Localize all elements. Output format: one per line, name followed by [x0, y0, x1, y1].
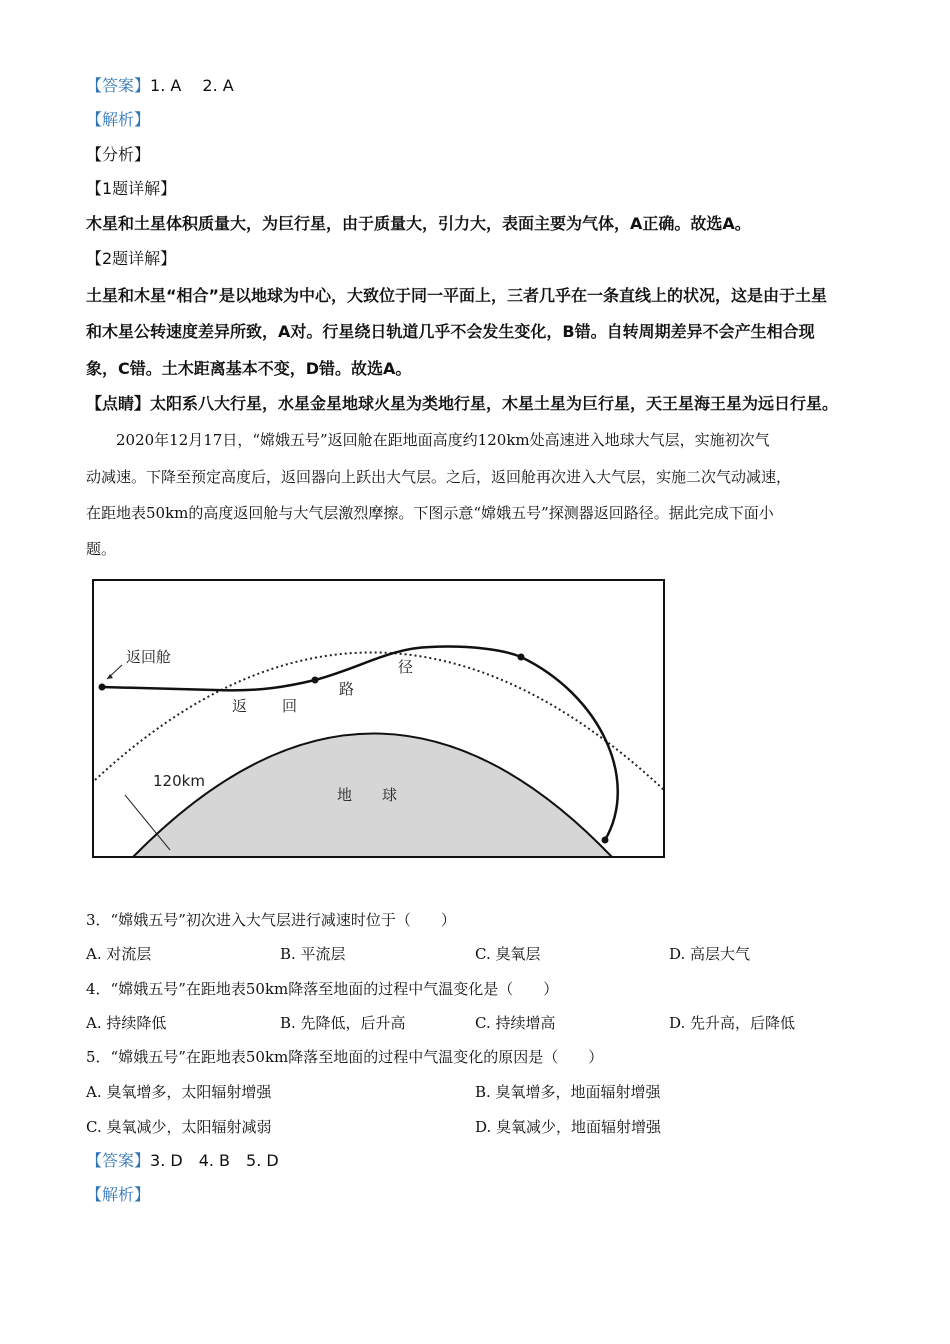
- answer-line-2: [86, 1151, 279, 1171]
- q2-heading: 【2题详解】: [86, 249, 177, 268]
- capsule-label: 返回舱: [126, 648, 172, 666]
- q3-option-a: A. 对流层: [86, 945, 152, 963]
- analysis-label: 【解析】: [86, 110, 151, 129]
- path-point: [518, 654, 525, 661]
- question-4-stem: 4．“嫦娥五号”在距地表50km降落至地面的过程中气温变化是（ ）: [86, 980, 559, 998]
- q2-explanation-line: 象，C错。土木距离基本不变，D错。故选A。: [86, 359, 412, 378]
- q4-option-c: C. 持续增高: [475, 1014, 556, 1032]
- q5-option-b: B. 臭氧增多，地面辐射增强: [475, 1083, 661, 1101]
- q5-option-a: A. 臭氧增多，太阳辐射增强: [86, 1083, 272, 1101]
- answer-line-1: [86, 76, 234, 96]
- q5-option-d: D. 臭氧减少，地面辐射增强: [475, 1118, 662, 1136]
- answer-label: 【答案】: [86, 76, 151, 95]
- earth-label: 地: [337, 786, 353, 804]
- return-path-diagram: [90, 576, 670, 862]
- passage-line: 在距地表50km的高度返回舱与大气层激烈摩擦。下图示意“嫦娥五号”探测器返回路径。据此完成下面小: [86, 504, 774, 522]
- q1-heading: 【1题详解】: [86, 179, 177, 198]
- passage-line: 题。: [86, 540, 117, 558]
- q4-option-a: A. 持续降低: [86, 1014, 167, 1032]
- path-char: 路: [339, 680, 355, 698]
- answer-label: 【答案】: [86, 1151, 151, 1170]
- q3-option-d: D. 高层大气: [669, 945, 751, 963]
- passage-line: 动减速。下降至预定高度后，返回器向上跃出大气层。之后，返回舱再次进入大气层，实施二次气动减速，: [86, 468, 792, 486]
- q4-option-b: B. 先降低，后升高: [280, 1014, 406, 1032]
- q2-explanation-line: 和木星公转速度差异所致，A对。行星绕日轨道几乎不会发生变化，B错。自转周期差异不会产生相合现: [86, 322, 815, 341]
- path-char: 径: [398, 658, 414, 676]
- path-char: 返: [232, 697, 248, 715]
- path-point: [602, 837, 609, 844]
- q1-explanation: 木星和土星体积质量大，为巨行星，由于质量大，引力大，表面主要为气体，A正确。故选A。: [86, 214, 751, 233]
- answer-text: 1. A 2. A: [150, 76, 234, 95]
- q2-explanation-line: 土星和木星“相合”是以地球为中心，大致位于同一平面上，三者几乎在一条直线上的状况，这是由于土星: [86, 286, 828, 305]
- q3-option-c: C. 臭氧层: [475, 945, 541, 963]
- passage-line: 2020年12月17日，“嫦娥五号”返回舱在距地面高度约120km处高速进入地球大气层，实施初次气: [86, 431, 770, 449]
- q4-option-d: D. 先升高，后降低: [669, 1014, 796, 1032]
- question-3-stem: 3．“嫦娥五号”初次进入大气层进行减速时位于（ ）: [86, 911, 456, 929]
- question-5-stem: 5．“嫦娥五号”在距地表50km降落至地面的过程中气温变化的原因是（ ）: [86, 1048, 604, 1066]
- distance-label: 120km: [153, 772, 205, 790]
- dianjing-note: 【点睛】太阳系八大行星，水星金星地球火星为类地行星，木星土星为巨行星，天王星海王星为远日行星。: [86, 394, 839, 413]
- q3-option-b: B. 平流层: [280, 945, 346, 963]
- fenxi-label: 【分析】: [86, 145, 151, 164]
- analysis-label: 【解析】: [86, 1185, 151, 1204]
- earth-label: 球: [382, 786, 398, 804]
- path-point: [312, 677, 319, 684]
- q5-option-c: C. 臭氧减少，太阳辐射减弱: [86, 1118, 272, 1136]
- path-point: [99, 684, 106, 691]
- path-char: 回: [282, 697, 298, 715]
- answer-text: 3. D 4. B 5. D: [150, 1151, 279, 1170]
